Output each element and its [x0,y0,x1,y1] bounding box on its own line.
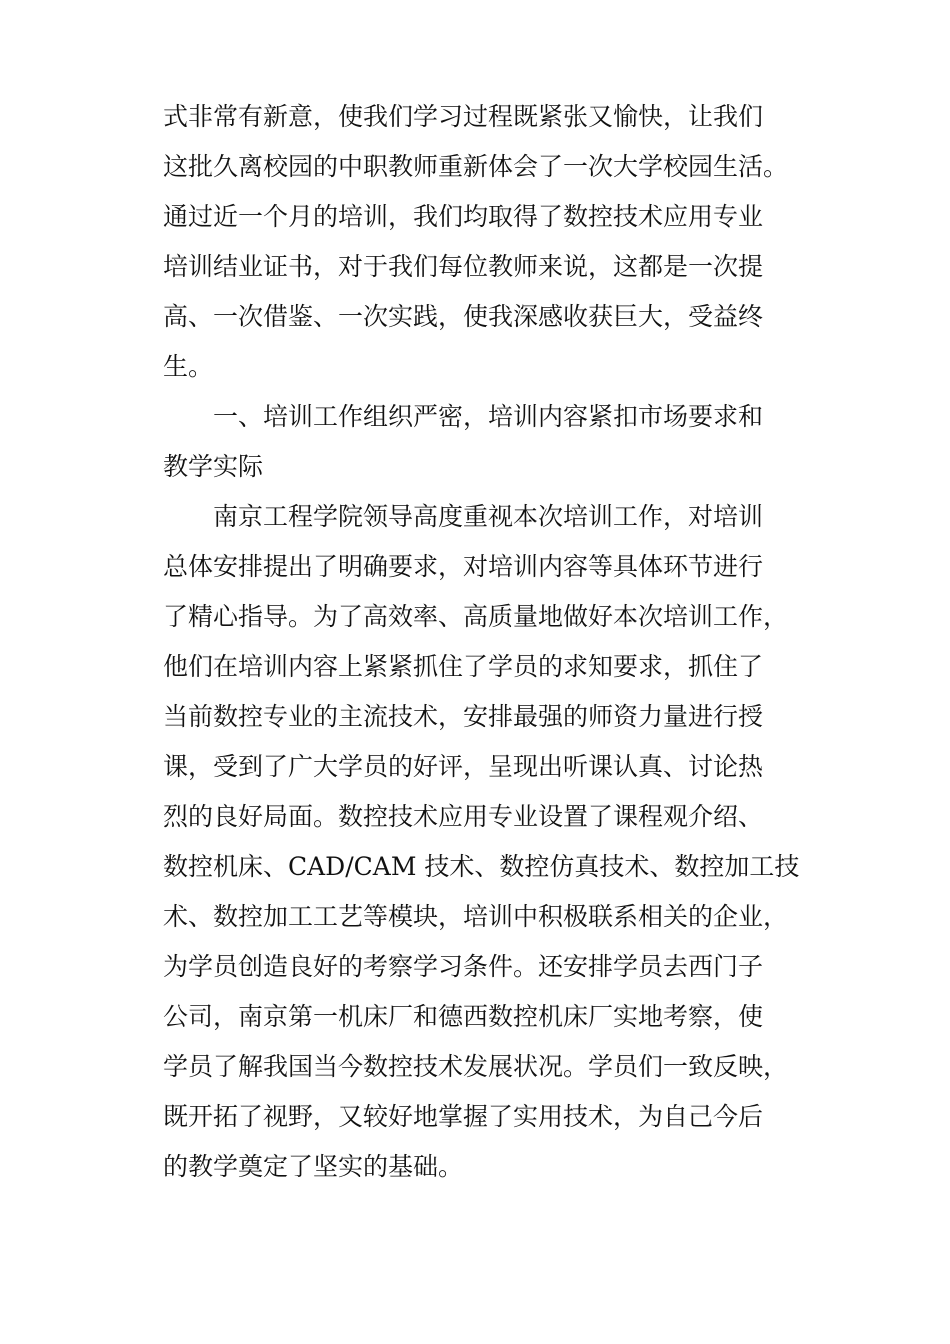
paragraph-line: 为学员创造良好的考察学习条件。还安排学员去西门子 [163,952,764,981]
paragraph-line: 学员了解我国当今数控技术发展状况。学员们一致反映， [163,1052,789,1081]
paragraph-line: 术、数控加工工艺等模块，培训中积极联系相关的企业， [163,902,789,931]
paragraph-line: 总体安排提出了明确要求，对培训内容等具体环节进行 [163,552,764,581]
paragraph-line: 高、一次借鉴、一次实践，使我深感收获巨大，受益终 [163,302,764,331]
paragraph-line: 烈的良好局面。数控技术应用专业设置了课程观介绍、 [163,802,764,831]
paragraph-line: 这批久离校园的中职教师重新体会了一次大学校园生活。 [163,152,789,181]
paragraph-line: 当前数控专业的主流技术，安排最强的师资力量进行授 [163,702,764,731]
paragraph-line: 他们在培训内容上紧紧抓住了学员的求知要求，抓住了 [163,652,764,681]
paragraph-line: 了精心指导。为了高效率、高质量地做好本次培训工作， [163,602,789,631]
paragraph-line: 培训结业证书，对于我们每位教师来说，这都是一次提 [163,252,764,281]
paragraph-line: 公司，南京第一机床厂和德西数控机床厂实地考察，使 [163,1002,764,1031]
paragraph-line: 生。 [163,352,214,381]
paragraph-line: 通过近一个月的培训，我们均取得了数控技术应用专业 [163,202,764,231]
paragraph-line: 南京工程学院领导高度重视本次培训工作，对培训 [213,502,764,531]
paragraph-line: 课，受到了广大学员的好评，呈现出听课认真、讨论热 [163,752,764,781]
section-heading-line: 一、培训工作组织严密，培训内容紧扣市场要求和 [213,402,764,431]
paragraph-line: 既开拓了视野，又较好地掌握了实用技术，为自己今后 [163,1102,764,1131]
section-heading-line: 教学实际 [163,452,264,481]
paragraph-line: 数控机床、CAD/CAM 技术、数控仿真技术、数控加工技 [163,852,800,881]
paragraph-line: 式非常有新意，使我们学习过程既紧张又愉快，让我们 [163,102,764,131]
paragraph-line: 的教学奠定了坚实的基础。 [163,1152,464,1181]
